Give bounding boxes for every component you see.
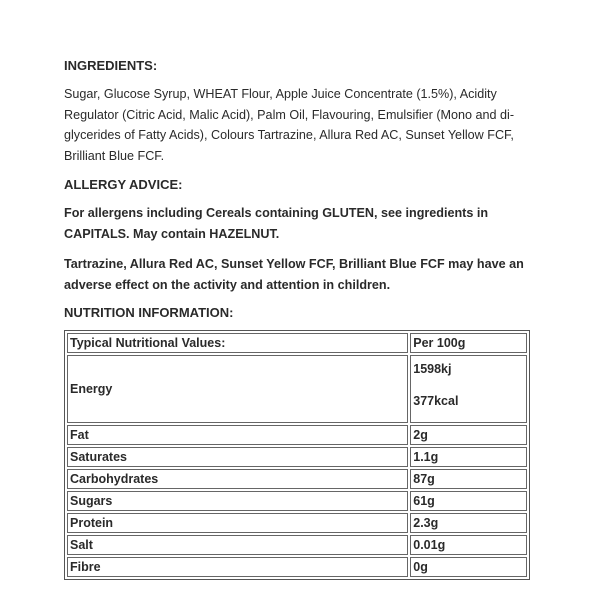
ingredients-text: Sugar, Glucose Syrup, WHEAT Flour, Apple Juice Concentrate (1.5%), Acidity Regulator (Citric Acid, Malic Acid), Palm Oil, Flavouring, Emulsifier (Mono and di-glycerides of Fatty Acids), Colours Tartrazine, Allura Red AC, Sunset Yellow FCF, Brilliant Blue FCF. (64, 87, 515, 163)
table-row (67, 491, 527, 511)
energy-kcal: 377kcal (413, 394, 459, 408)
colours-warning: Tartrazine, Allura Red AC, Sunset Yellow FCF, Brilliant Blue FCF may have an adverse effect on the activity and attention in children. (64, 257, 524, 292)
ingredients-heading: INGREDIENTS: (64, 58, 158, 73)
table-row (67, 557, 527, 577)
table-row (67, 535, 527, 555)
table-row (67, 447, 527, 467)
row-value-saturates: 1.1g (410, 447, 527, 467)
row-label-salt: Salt (67, 535, 408, 555)
row-label-saturates: Saturates (67, 447, 408, 467)
nutrition-heading: NUTRITION INFORMATION: (64, 305, 234, 320)
energy-values (410, 355, 527, 423)
allergy-heading: ALLERGY ADVICE: (64, 177, 183, 192)
product-info (64, 58, 534, 331)
allergen-text: For allergens including Cereals containing GLUTEN, see ingredients in CAPITALS. May contain HAZELNUT. (64, 206, 489, 241)
table-row (67, 425, 527, 445)
row-label-carbohydrates: Carbohydrates (67, 469, 408, 489)
table-row (67, 513, 527, 533)
energy-kj: 1598kj (413, 362, 452, 376)
row-value-fibre: 0g (410, 557, 527, 577)
row-label-sugars: Sugars (67, 491, 408, 511)
row-value-carbohydrates: 87g (410, 469, 527, 489)
table-header-row (67, 333, 527, 353)
table-row (67, 469, 527, 489)
row-value-sugars: 61g (410, 491, 527, 511)
row-label-protein: Protein (67, 513, 408, 533)
header-value: Per 100g (410, 333, 527, 353)
energy-row (67, 355, 527, 423)
row-value-salt: 0.01g (410, 535, 527, 555)
row-value-protein: 2.3g (410, 513, 527, 533)
energy-label: Energy (67, 355, 408, 423)
row-label-fibre: Fibre (67, 557, 408, 577)
nutrition-table (64, 330, 530, 580)
row-value-fat: 2g (410, 425, 527, 445)
header-label: Typical Nutritional Values: (67, 333, 408, 353)
row-label-fat: Fat (67, 425, 408, 445)
